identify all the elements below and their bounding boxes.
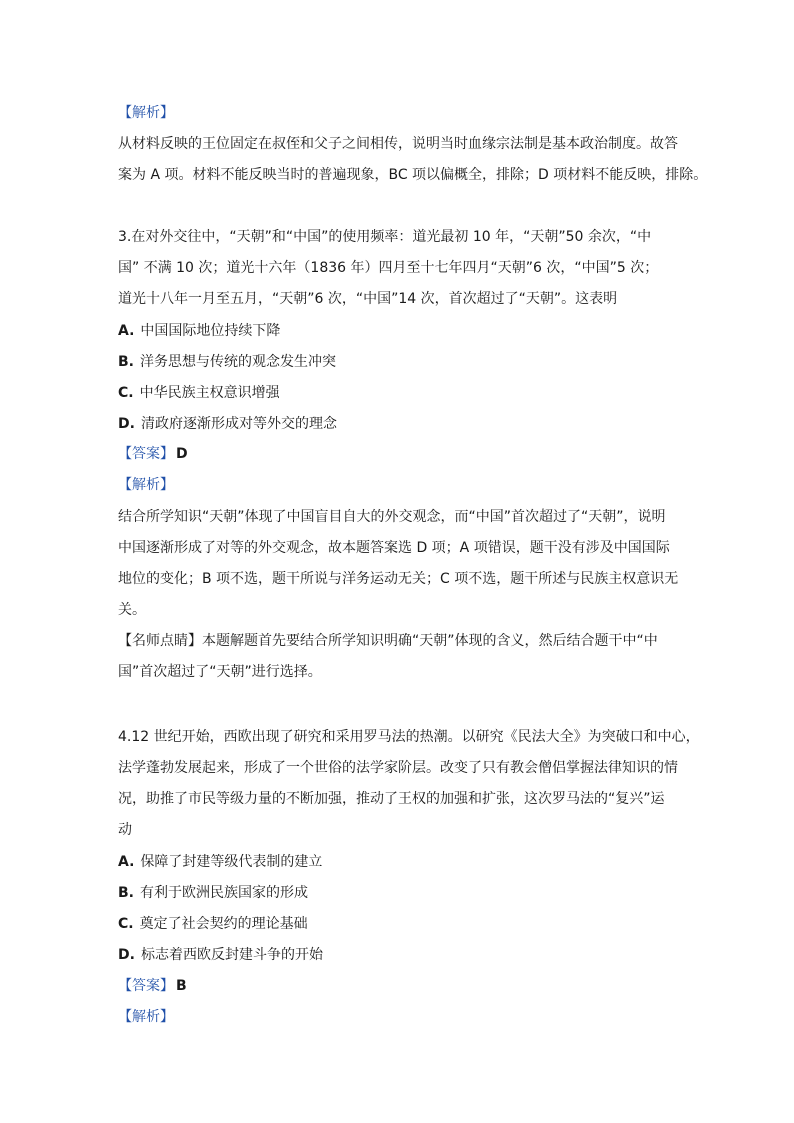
- comment-heading: 【名师点睛】: [118, 633, 202, 649]
- option-key: C.: [118, 916, 134, 932]
- option-key: C.: [118, 385, 134, 401]
- option-key: D.: [118, 416, 135, 432]
- answer-value: D: [176, 446, 188, 462]
- analysis-text-line: 案为 A 项。材料不能反映当时的普遍现象，BC 项以偏概全，排除；D 项材料不能反映，排除。: [118, 167, 708, 183]
- question-4-answer: [118, 976, 187, 996]
- analysis-text-line: 地位的变化；B 项不选，题干所说与洋务运动无关；C 项不选，题干所述与民族主权意识无: [118, 571, 679, 587]
- option-key: B.: [118, 354, 134, 370]
- question-3-option-b: [118, 352, 336, 372]
- option-text: 中华民族主权意识增强: [139, 385, 280, 401]
- question-4-option-c: [118, 914, 308, 934]
- question-3-stem-line: 3.在对外交往中，“天朝”和“中国”的使用频率：道光最初 10 年，“天朝”50 余次，“中: [118, 229, 652, 245]
- comment-text-line: 国”首次超过了“天朝”进行选择。: [118, 664, 322, 680]
- question-3-answer: [118, 444, 188, 464]
- question-4-option-b: [118, 883, 308, 903]
- analysis-text-line: 中国逐渐形成了对等的外交观念，故本题答案选 D 项；A 项错误，题干没有涉及中国国际: [118, 540, 670, 556]
- analysis-heading: 【解析】: [118, 477, 174, 493]
- analysis-text-line: 从材料反映的王位固定在叔侄和父子之间相传，说明当时血缘宗法制是基本政治制度。故答: [118, 136, 678, 152]
- answer-heading: 【答案】: [118, 978, 174, 994]
- option-key: A.: [118, 323, 135, 339]
- question-4-stem-line: 动: [118, 822, 132, 838]
- analysis-heading: 【解析】: [118, 1009, 174, 1025]
- question-3-option-c: [118, 383, 280, 403]
- question-4-option-d: [118, 945, 323, 965]
- option-key: D.: [118, 947, 135, 963]
- analysis-text-line: 关。: [118, 602, 146, 618]
- option-key: A.: [118, 854, 135, 870]
- question-4-stem-line: 4.12 世纪开始，西欧出现了研究和采用罗马法的热潮。以研究《民法大全》为突破口和中心，: [118, 729, 700, 745]
- answer-value: B: [176, 978, 187, 994]
- analysis-text-line: 结合所学知识“天朝”体现了中国盲目自大的外交观念，而“中国”首次超过了“天朝”，说明: [118, 509, 666, 525]
- teacher-comment: [118, 631, 658, 651]
- option-text: 有利于欧洲民族国家的形成: [140, 885, 308, 901]
- question-3-option-a: [118, 321, 280, 341]
- option-text: 奠定了社会契约的理论基础: [139, 916, 308, 932]
- question-4-stem-line: 法学蓬勃发展起来，形成了一个世俗的法学家阶层。改变了只有教会僧侣掌握法律知识的情: [118, 760, 678, 776]
- option-text: 保障了封建等级代表制的建立: [140, 854, 323, 870]
- analysis-heading: 【解析】: [118, 105, 174, 121]
- comment-text: 本题解题首先要结合所学知识明确“天朝”体现的含义，然后结合题干中“中: [202, 633, 658, 649]
- option-key: B.: [118, 885, 134, 901]
- question-4-stem-line: 况，助推了市民等级力量的不断加强，推动了王权的加强和扩张，这次罗马法的“复兴”运: [118, 791, 665, 807]
- answer-heading: 【答案】: [118, 446, 174, 462]
- question-3-stem-line: 道光十八年一月至五月，“天朝”6 次，“中国”14 次，首次超过了“天朝”。这表明: [118, 291, 618, 307]
- question-3-stem-line: 国” 不满 10 次；道光十六年（1836 年）四月至十七年四月“天朝”6 次，“中国”5 次；: [118, 260, 659, 276]
- question-3-option-d: [118, 414, 337, 434]
- option-text: 标志着西欧反封建斗争的开始: [140, 947, 323, 963]
- question-4-option-a: [118, 852, 322, 872]
- option-text: 洋务思想与传统的观念发生冲突: [140, 354, 336, 370]
- option-text: 清政府逐渐形成对等外交的理念: [140, 416, 337, 432]
- option-text: 中国国际地位持续下降: [140, 323, 281, 339]
